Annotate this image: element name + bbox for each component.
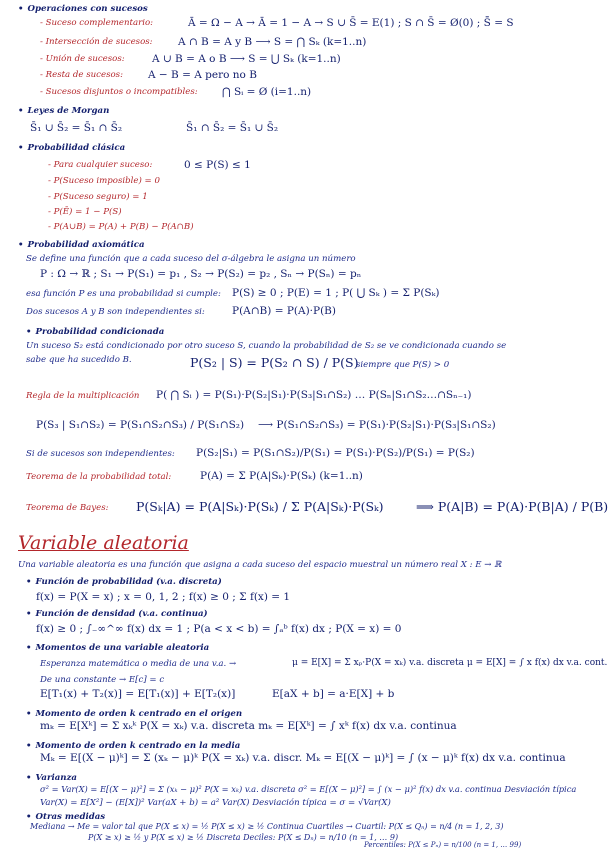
va-media-formula: Mₖ = E[(X − μ)ᵏ] = Σ (xₖ − μ)ᵏ P(X = xₖ) v.a. discr. Mₖ = E[(X − μ)ᵏ] = ∫ (x − μ)ᵏ f(x) dx v.a. continua: [40, 752, 566, 764]
va-intro: Una variable aleatoria es una función que asigna a cada suceso del espacio muestral un número real X : E → ℝ: [18, 560, 502, 570]
axiom-line-3-text: esa función P es una probabilidad si cumple:: [26, 289, 221, 299]
bayes-formula-right: ⟹ P(A|B) = P(A)·P(B|A) / P(B): [416, 499, 609, 514]
op-interseccion-label: - Intersección de sucesos:: [40, 37, 153, 47]
op-complementario-label: - Suceso complementario:: [40, 18, 154, 28]
va-origen-formula: mₖ = E[Xᵏ] = Σ xₖᵏ P(X = xₖ) v.a. discreta mₖ = E[Xᵏ] = ∫ xᵏ f(x) dx v.a. continua: [40, 720, 457, 732]
cond-line-1: Un suceso S₂ está condicionado por otro suceso S, cuando la probabilidad de S₂ se ve condicionada cuando se: [26, 341, 507, 351]
va-varianza-formula-2: Var(X) = E[X²] − (E[X])² Var(aX + b) = a² Var(X) Desviación típica = σ = √Var(X): [40, 798, 391, 808]
mult-indep-formula: P(S₂|S₁) = P(S₁∩S₂)/P(S₁) = P(S₁)·P(S₂)/P(S₁) = P(S₂): [196, 447, 475, 459]
op-resta-formula: A − B = A pero no B: [148, 69, 257, 81]
morgan-law-2: S̄₁ ∩ S̄₂ = S̄₁ ∪ S̄₂: [186, 122, 279, 134]
heading-morgan: • Leyes de Morgan: [18, 106, 109, 116]
heading-variable-aleatoria: Variable aleatoria: [18, 532, 189, 554]
va-esperanza-formula: μ = E[X] = Σ xₚ·P(X = xₖ) v.a. discreta μ = E[X] = ∫ x f(x) dx v.a. cont.: [292, 658, 608, 668]
mult-formula-2-right: ⟶ P(S₁∩S₂∩S₃) = P(S₁)·P(S₂|S₁)·P(S₃|S₁∩S₂): [258, 419, 496, 431]
total-formula: P(A) = Σ P(A|Sₖ)·P(Sₖ) (k=1..n): [200, 470, 363, 482]
cond-line-2: sabe que ha sucedido B.: [26, 355, 132, 365]
cond-formula: P(S₂ | S) = P(S₂ ∩ S) / P(S): [190, 355, 359, 370]
va-varianza-heading: • Varianza: [26, 773, 77, 783]
axiom-line-1: Se define una función que a cada suceso del σ-álgebra le asigna un número: [26, 254, 356, 264]
va-momentos-heading: • Momentos de una variable aleatoria: [26, 643, 209, 653]
va-otras-heading: • Otras medidas: [26, 812, 105, 822]
heading-axiomatica: • Probabilidad axiomática: [18, 240, 145, 250]
heading-multiplicacion: Regla de la multiplicación: [26, 391, 140, 401]
mult-formula: P( ⋂ Sᵢ ) = P(S₁)·P(S₂|S₁)·P(S₃|S₁∩S₂) … P(Sₙ|S₁∩S₂…∩Sₙ₋₁): [156, 389, 472, 401]
va-mediana-formula: Mediana → Me = valor tal que P(X ≤ x) = ½ P(X ≤ x) ≥ ½ Continua Cuartiles → Cuartil: P(X ≤ Qₙ) = n/4 (n = 1, 2, 3): [30, 822, 504, 831]
op-union-formula: A ∪ B = A o B ⟶ S = ⋃ Sₖ (k=1..n): [152, 53, 341, 65]
op-interseccion-formula: A ∩ B = A y B ⟶ S = ⋂ Sₖ (k=1..n): [178, 36, 367, 48]
op-complementario-formula: Ā = Ω − A → Ā = 1 − A → S ∪ S̄ = E(1) ; S ∩ S̄ = Ø(0) ; S̄̄ = S: [188, 17, 514, 29]
heading-total: Teorema de la probabilidad total:: [26, 472, 172, 482]
va-constante: De una constante → E[c] = c: [40, 675, 165, 685]
op-resta-label: - Resta de sucesos:: [40, 70, 123, 80]
op-disjuntos-formula: ⋂ Sᵢ = Ø (i=1..n): [222, 86, 312, 98]
heading-clasica: • Probabilidad clásica: [18, 143, 125, 153]
heading-condicionada: • Probabilidad condicionada: [26, 327, 164, 337]
op-disjuntos-label: - Sucesos disjuntos o incompatibles:: [40, 87, 198, 97]
va-mediana-formula-2: P(X ≥ x) ≥ ½ y P(X ≤ x) ≥ ½ Discreta Deciles: P(X ≤ Dₙ) = n/10 (n = 1, … 9): [88, 833, 399, 842]
cond-formula-note: siempre que P(S) > 0: [356, 360, 450, 370]
va-origen-heading: • Momento de orden k centrado en el origen: [26, 709, 242, 719]
va-esperanza-text: Esperanza matemática o media de una v.a. →: [40, 659, 237, 669]
clasica-item-1-label: - Para cualquier suceso:: [48, 160, 153, 170]
va-funcion-dens-formula: f(x) ≥ 0 ; ∫₋∞^∞ f(x) dx = 1 ; P(a < x < b) = ∫ₐᵇ f(x) dx ; P(X = x) = 0: [36, 623, 402, 635]
heading-operaciones: • Operaciones con sucesos: [18, 4, 148, 14]
va-funcion-prob-heading: • Función de probabilidad (v.a. discreta): [26, 577, 222, 587]
op-union-label: - Unión de sucesos:: [40, 54, 125, 64]
clasica-item-5: - P(A∪B) = P(A) + P(B) − P(A∩B): [48, 222, 194, 232]
axiom-line-3-formula: P(S) ≥ 0 ; P(E) = 1 ; P( ⋃ Sₖ ) = Σ P(Sₖ): [232, 287, 440, 299]
axiom-line-4-formula: P(A∩B) = P(A)·P(B): [232, 305, 336, 317]
va-lineal-formula: E[aX + b] = a·E[X] + b: [272, 688, 395, 700]
va-mediana-formula-3: Percentiles: P(X ≤ Pₙ) = n/100 (n = 1, … 99): [364, 841, 522, 849]
axiom-line-2: P : Ω → ℝ ; S₁ → P(S₁) = p₁ , S₂ → P(S₂) = p₂ , Sₙ → P(Sₙ) = pₙ: [40, 268, 362, 280]
va-suma-formula: E[T₁(x) + T₂(x)] = E[T₁(x)] + E[T₂(x)]: [40, 688, 236, 700]
clasica-item-1-formula: 0 ≤ P(S) ≤ 1: [184, 159, 251, 171]
va-varianza-formula-1: σ² = Var(X) = E[(X − μ)²] = Σ (xₖ − μ)² P(X = xₖ) v.a. discreta σ² = E[(X − μ)²] = ∫ (x − μ)² f(x) dx v.a. continua Desviación típica: [40, 784, 577, 794]
bayes-formula: P(Sₖ|A) = P(A|Sₖ)·P(Sₖ) / Σ P(A|Sₖ)·P(Sₖ): [136, 499, 384, 514]
morgan-law-1: S̄₁ ∪ S̄₂ = S̄₁ ∩ S̄₂: [30, 122, 123, 134]
clasica-item-2: - P(Suceso imposible) = 0: [48, 176, 160, 186]
va-funcion-prob-formula: f(x) = P(X = x) ; x = 0, 1, 2 ; f(x) ≥ 0 ; Σ f(x) = 1: [36, 591, 291, 603]
mult-formula-2-left: P(S₃ | S₁∩S₂) = P(S₁∩S₂∩S₃) / P(S₁∩S₂): [36, 419, 245, 431]
axiom-line-4-text: Dos sucesos A y B son independientes si:: [26, 307, 205, 317]
va-media-heading: • Momento de orden k centrado en la media: [26, 741, 240, 751]
va-funcion-dens-heading: • Función de densidad (v.a. continua): [26, 609, 208, 619]
clasica-item-4: - P(Ē) = 1 − P(S): [48, 207, 122, 217]
mult-indep-text: Si de sucesos son independientes:: [26, 449, 175, 459]
clasica-item-3: - P(Suceso seguro) = 1: [48, 192, 148, 202]
heading-bayes: Teorema de Bayes:: [26, 503, 109, 513]
